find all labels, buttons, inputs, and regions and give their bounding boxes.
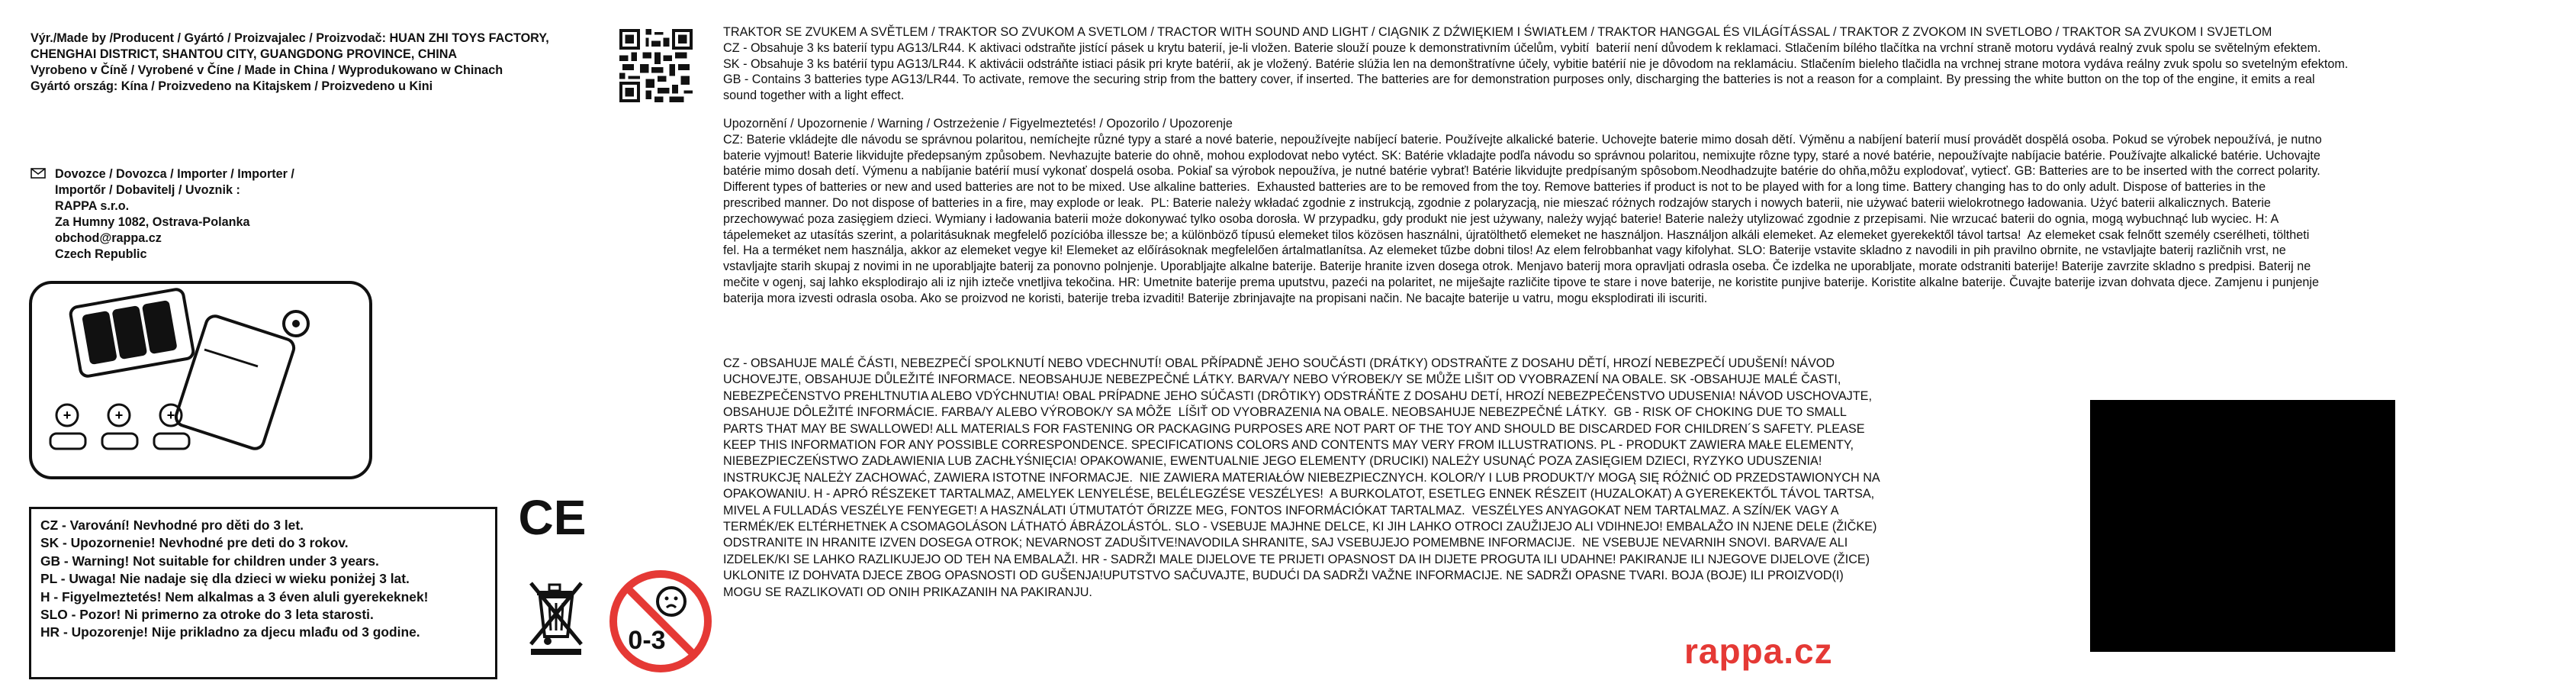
warning-line-slo: SLO - Pozor! Ni primerno za otroke do 3 leta starosti.: [40, 607, 374, 623]
description-gb-cont: sound together with a light effect.: [723, 89, 905, 103]
importer-line: Za Humny 1082, Ostrava-Polanka: [55, 215, 250, 229]
manufacturer-line: CHENGHAI DISTRICT, SHANTOU CITY, GUANGDONG PROVINCE, CHINA: [31, 47, 458, 61]
importer-line: Importőr / Dobavitelj / Uvoznik :: [55, 183, 240, 197]
small-parts-line: MOGU SE RAZLIKOVATI OD ONIH PRIKAZANIH NA PAKIRANJU.: [723, 585, 1092, 599]
battery-holder-icon: [69, 289, 195, 378]
warning-line-h: H - Figyelmeztetés! Nem alkalmas a 3 éven aluli gyerekeknek!: [40, 588, 429, 605]
warning-heading: Upozornění / Upozornenie / Warning / Ostrzeżenie / Figyelmeztetés! / Opozorilo / Upozorenje: [723, 116, 1233, 131]
barcode-area: [2090, 400, 2395, 652]
small-parts-line: IZDELEK/KI SE LAHKO RAZLIKUJEJO OD TEH NA EMBALAŽI. HR - SADRŽI MALE DIJELOVE TE PRIJETI OPASNOST DA IH DIJETE PROGUTA ILI UDAHNE! PAKIRANJE ILI NJEGOVE DIJELOVE (ŽICE): [723, 552, 1870, 566]
battery-line: przechowywać poza zasięgiem dzieci. Wymiany i ładowania baterii może dokonywać tylko osoba dorosła. W przypadku, gdy produkt nie jest używany, należy wyjąć baterie! Baterie należy utylizować zgodnie z przepisami. Nie wrzucać baterii do ognia, mogą wybuchnąć lub wyciec. H: A: [723, 211, 2279, 226]
svg-text:+: +: [114, 408, 124, 423]
warning-line-pl: PL - Uwaga! Nie nadaje się dla dzieci w wieku poniżej 3 lat.: [40, 571, 410, 587]
small-parts-line: OPAKOWANIU. H - APRÓ RÉSZEKET TARTALMAZ, AMELYEK LENYELÉSE, BELÉLEGZÉSE VESZÉLYES! A BURKOLATOT, ESETLEG ENNEK RÉSZEIT (HUZALOKAT) A GYEREKEKTŐL TÁVOL TARTSA,: [723, 487, 1875, 501]
warning-line-sk: SK - Upozornenie! Nevhodné pre deti do 3 rokov.: [40, 535, 349, 551]
crossed-out-bin-icon: [526, 577, 586, 656]
small-parts-line: OBSAHUJE DÔLEŽITÉ INFORMÁCIE. FARBA/Y ALEBO VÝROBOK/Y SA MÔŽE LÍŠIŤ OD VYOBRAZENIA NA OBALE. NEOBSAHUJE NEBEZPEČNÉ LÁTKY. GB - RISK OF CHOKING DUE TO SMALL: [723, 405, 1847, 420]
importer-line: Czech Republic: [55, 247, 147, 261]
product-title-line: TRAKTOR SE ZVUKEM A SVĚTLEM / TRAKTOR SO ZVUKOM A SVETLOM / TRACTOR WITH SOUND AND LIGHT / CIĄGNIK Z DŹWIĘKIEM I ŚWIATŁEM / TRAKTOR HANGGAL ÉS VILÁGÍTÁSSAL / TRAKTOR Z ZVOKOM IN SVETLOBO / TRAKTOR SA ZVUKOM I SVJETLOM: [723, 25, 2272, 39]
warning-line-hr: HR - Upozorenje! Nije prikladno za djecu mlađu od 3 godine.: [40, 624, 420, 640]
battery-compartment-illustration: [29, 281, 372, 479]
battery-line: baterie vyjmout! Baterie likvidujte předepsaným způsobem. Nevhazujte baterie do ohně, mohou explodovat nebo vytéct. SK: Batérie vkladajte podľa návodu so správnou polaritou, nemixujte rôzne typy, staré a nové batérie, nepoužívajte nabíjacie batérie. Používajte alkalické batérie. Uchovajte: [723, 148, 2320, 163]
svg-text:+: +: [166, 408, 175, 423]
manufacturer-line: Gyártó ország: Kína / Proizvedeno na Kitajskem / Proizvedeno u Kini: [31, 79, 433, 93]
small-parts-line: ODSTRANITE IN HRANITE IZVEN DOSEGA OTROK; NEVARNOST ZADUŠITVE!NAVODILA SHRANITE, SAJ VSEBUJEJO POMEMBNE INFORMACIJE. NE VSEBUJE NEVARNIH SNOVI. BARVA/E ALI: [723, 536, 1848, 550]
qr-code-icon: [619, 29, 693, 102]
small-parts-line: INSTRUKCJĘ NALEŻY ZACHOWAĆ, ZAWIERA ISTOTNE INFORMACJE. NIE ZAWIERA MATERIAŁÓW NIEBEZPIECZNYCH. KOLOR/Y I LUB PRODUKT/Y MOGĄ SIĘ RÓŻNIĆ OD PRZEDSTAWIONYCH NA: [723, 470, 1880, 485]
small-parts-line: CZ - OBSAHUJE MALÉ ČÁSTI, NEBEZPEČÍ SPOLKNUTÍ NEBO VDECHNUTÍ! OBAL PŘÍPADNĚ JEHO SOUČÁSTI (DRÁTKY) ODSTRAŇTE Z DOSAHU DĚTÍ, HROZÍ NEBEZPEČÍ UDUŠENÍ! NÁVOD: [723, 356, 1835, 370]
warning-line-gb: GB - Warning! Not suitable for children under 3 years.: [40, 553, 379, 569]
warning-line-cz: CZ - Varování! Nevhodné pro děti do 3 let.: [40, 518, 304, 533]
button-cell-icons: [50, 405, 189, 449]
battery-line: CZ: Baterie vkládejte dle návodu se správnou polaritou, nemíchejte různé typy a staré a nové baterie, nepoužívejte nabíjecí baterie. Používejte alkalické baterie. Uchovejte baterie mimo dosah dětí. Výměnu a nabíjení baterií musí provádět dospělá osoba. Pokud se výrobek nepoužívá, je nutno: [723, 132, 2322, 147]
ce-mark-icon: [519, 484, 586, 551]
small-parts-line: UKLONITE IZ DOHVATA DJECE ZBOG OPASNOSTI OD GUŠENJA!UPUTSTVO SAČUVAJTE, BUDUĆI DA SADRŽI VAŽNE INFORMACIJE. NE SADRŽI OPASNE TVARI. BOJA (BOJE) ILI PROIZVOD(I): [723, 569, 1844, 583]
small-parts-line: TERMÉK/EK ELTÉRHETNEK A CSOMAGOLÁSON LÁTHATÓ ÁBRÁZOLÁSTÓL. SLO - VSEBUJE MAJHNE DELCE, KI JIH LAHKO OTROCI ZAUŽIJEJO ALI VDIHNEJO! EMBALAŽO IN NJENE DELE (ŽIČKE): [723, 520, 1877, 534]
battery-line: vstavljajte starih skupaj z novimi in ne uporabljajte baterij za ponovno polnjenje. Uporabljajte alkalne baterije. Baterije hranite izven dosega otrok. Menjavo baterij mora opravljati odrasla oseba. Če izdelka ne uporabljate, morate odstraniti baterije! Baterije zavrzite skladno s predpisi. Baterij ne: [723, 260, 2311, 274]
battery-line: tápelemeket az utasítás szerint, a polaritásuknak megfelelő pozícióba illessze be; a különböző típusú elemeket tilos közösen használni, újratölthető elemeket ne használjon. Használjon alkáli elemeket. Az elemeket gyerekektől távol tartsa! Az elemeket csak felnőtt személy cserélheti, töltheti: [723, 227, 2310, 242]
small-parts-line: UCHOVEJTE, OBSAHUJE DŮLEŽITÉ INFORMACE. NEOBSAHUJE NEBEZPEČNÉ LÁTKY. BARVA/Y NEBO VÝROBEK/Y SE MŮŽE LIŠIT OD VYOBRAZENÍ NA OBALE. SK -OBSAHUJE MALÉ ČASTI,: [723, 372, 1841, 387]
battery-line: batérie mimo dosah detí. Výmenu a nabíjanie batérií musí vykonať dospelá osoba. Pokiaľ sa výrobok nepoužíva, je nutné batérie vybrať! Batérie likvidujte predpísaným spôsobom.Neodhadzujte batérie do ohňa,môžu explodovať, vytiecť. GB: Batteries are to be inserted with the correct polarity.: [723, 164, 2320, 179]
ce-mark-text: CE: [519, 490, 586, 545]
small-parts-line: MIVEL A FULLADÁS VESZÉLYE FENYEGET! A HASZNÁLATI ÚTMUTATÓT ŐRIZZE MEG, FONTOS INFORMÁCIÓKAT TARTALMAZ. VESZÉLYES ANYAGOKAT NEM TARTALMAZ. A SZÍN/EK VAGY A: [723, 503, 1839, 518]
battery-line: prescribed manner. Do not dispose of batteries in a fire, may explode or leak. PL: Baterie należy wkładać zgodnie z instrukcją, zgodnie z polaryzacją, nie mieszać różnych rodzajów starych i nowych baterii, nie używać baterii wielokrotnego ładowania. Użyć baterii alkalicznych. Baterie: [723, 195, 2271, 210]
description-sk: SK - Obsahuje 3 ks batérií typu AG13/LR44. K aktivácii odstráňte istiaci pásik pri kryte batérií, ak je vložený. Batérie slúžia len na demonštratívne účely, vybitie batérií nie je dôvodom na reklamáciu. Stlačením bieleho tlačidla na vrchnej strane motora vydáva reálny zvuk spolu so svetelným efektom.: [723, 56, 2349, 71]
manufacturer-line: Vyrobeno v Číně / Vyrobené v Číne / Made in China / Wyprodukowano w Chinach: [31, 63, 503, 77]
small-parts-line: NEBEZPEČENSTVO PREHLTNUTIA ALEBO VDÝCHNUTIA! OBAL PRÍPADNE JEHO SÚČASTI (DRÔTIKY) ODSTRÁŇTE Z DOSAHU DETÍ, HROZÍ NEBEZPEČENSTVO UDUSENIA! NÁVOD USCHOVAJTE,: [723, 389, 1872, 403]
battery-line: mečite v ogenj, saj lahko eksplodirajo ali iz njih izteče vnetljiva tekočina. HR: Umetnite baterije prema uputstvu, pazeći na polaritet, ne miješajte različite tipove te stare i nove baterije, ne koristite punjive baterije. Koristite alkalne baterije. Čuvajte baterije izvan dohvata djece. Zamjenu i punjenje: [723, 275, 2319, 289]
importer-line: Dovozce / Dovozca / Importer / Importer /: [55, 167, 294, 181]
battery-line: baterija mora izvesti odrasla osoba. Ako se proizvod ne koristi, baterije treba izvaditi! Baterije zbrinjavajte na propisani način. Ne bacajte baterije u vatru, mogu eksplodirati ili iscuriti.: [723, 291, 1708, 305]
battery-cover-icon: [174, 311, 308, 451]
manufacturer-info: [31, 31, 626, 95]
product-description: [723, 24, 2566, 307]
small-parts-line: NIEBEZPIECZEŃSTWO ZADŁAWIENIA LUB ZACHŁYŚNIĘCIA! OPAKOWANIE, EWENTUALNIE JEGO ELEMENTY (DRUCIKI) NALEŻY USUNĄĆ POZA ZASIĘGIEM DZIECI, RYZYKO UDUSZENIA!: [723, 454, 1822, 469]
importer-line: RAPPA s.r.o.: [55, 199, 130, 213]
small-parts-line: KEEP THIS INFORMATION FOR ANY POSSIBLE CORRESPONDENCE. SPECIFICATIONS COLORS AND CONTENTS MAY VERY FROM ILLUSTRATIONS. PL - PRODUKT ZAWIERA MAŁE ELEMENTY,: [723, 438, 1854, 453]
small-parts-warning: [723, 356, 2058, 601]
battery-line: Different types of batteries or new and used batteries are not to be mixed. Use alkaline batteries. Exhausted batteries are to be removed from the toy. Remove batteries if product is not to be played with for a long time. Battery changing has to do only adult. Dispose of batteries in the: [723, 180, 2266, 195]
battery-line: fel. Ha a terméket nem használja, akkor az elemeket vegye ki! Elemeket az előírásoknak megfelelően ártalmatlanítsa. Az elemeket tűzbe dobni tilos! Az elem felrobbanhat vagy kifolyhat. SLO: Baterije vstavite skladno z navodili in pih pravilno obrnite, ne vstavljajte baterij različnih vrst, ne: [723, 243, 2286, 258]
envelope-icon: [31, 168, 46, 179]
age-range-text: 0-3: [628, 626, 666, 655]
age-restriction-icon: [607, 568, 714, 675]
description-cz: CZ - Obsahuje 3 ks baterií typu AG13/LR44. K aktivaci odstraňte jistící pásek u krytu baterií, je-li vložen. Baterie slouží pouze k demonstrativním účelům, vybití baterií není důvodem k reklamaci. Stlačením bílého tlačítka na vrchní straně motoru vydává realný zvuk spolu se světelným efektem.: [723, 40, 2321, 55]
importer-email: obchod@rappa.cz: [55, 231, 162, 245]
brand-logo[interactable]: rappa.cz: [1684, 631, 1833, 671]
svg-text:+: +: [63, 408, 72, 423]
age-warning-box: [29, 507, 497, 679]
description-gb: GB - Contains 3 batteries type AG13/LR44. To activate, remove the securing strip from the battery cover, if inserted. The batteries are for demonstration purposes only, discharging the batteries is not a reason for a complaint. By pressing the white button on the top of the engine, it emits a real: [723, 73, 2315, 87]
small-parts-line: PARTS THAT MAY BE SWALLOWED! ALL MATERIALS FOR FASTENING OR PACKAGING PURPOSES ARE NOT PART OF THE TOY AND SHOULD BE DISCARDED FOR CHILDREN´S SAFETY. PLEASE: [723, 421, 1865, 436]
manufacturer-line: Výr./Made by /Producent / Gyártó / Proizvajalec / Proizvodač: HUAN ZHI TOYS FACTORY,: [31, 31, 549, 45]
